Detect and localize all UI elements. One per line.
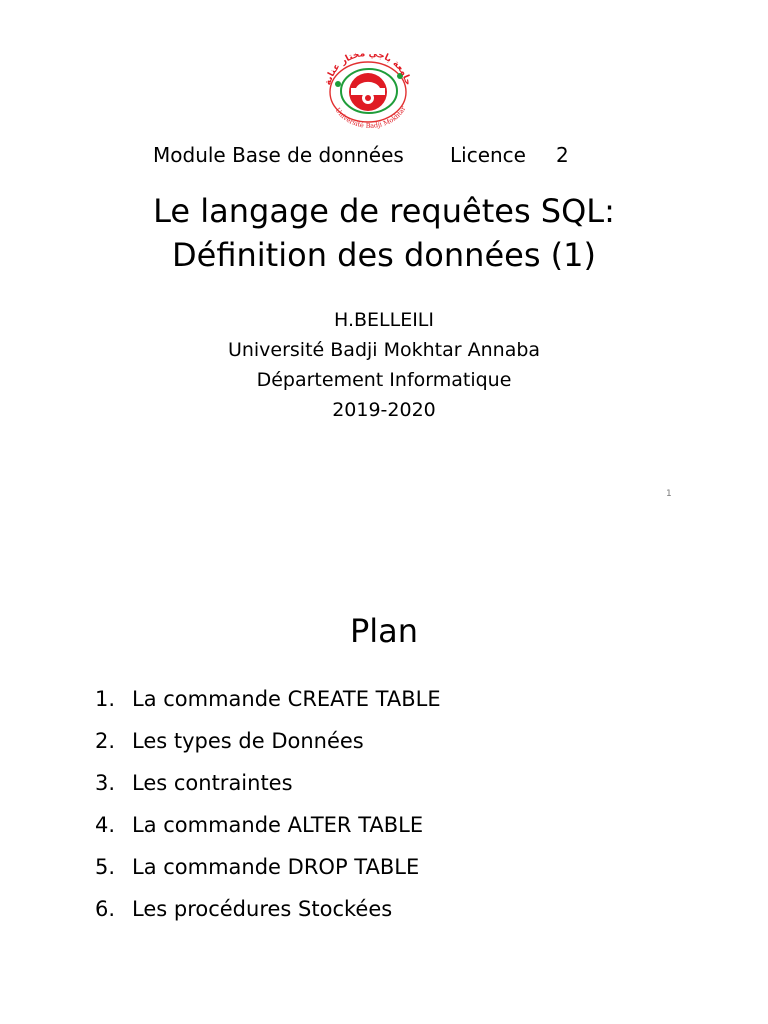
list-item-label: La commande ALTER TABLE bbox=[132, 813, 424, 837]
academic-year: 2019-2020 bbox=[332, 399, 436, 421]
title-line-2: Définition des données (1) bbox=[172, 236, 596, 274]
author-university: Université Badji Mokhtar Annaba bbox=[227, 339, 541, 361]
list-item bbox=[95, 687, 441, 729]
page-number: 1 bbox=[666, 489, 672, 499]
list-item-label: Les contraintes bbox=[132, 771, 293, 795]
author-block bbox=[0, 305, 768, 425]
licence-level: 2 bbox=[556, 143, 569, 167]
slide-plan bbox=[0, 580, 768, 1024]
plan-list bbox=[95, 687, 441, 939]
list-item bbox=[95, 813, 441, 855]
list-item-number: 2. bbox=[95, 729, 116, 753]
list-item-number: 4. bbox=[95, 813, 116, 837]
list-item-number: 5. bbox=[95, 855, 116, 879]
licence-label: Licence bbox=[450, 143, 526, 167]
list-item bbox=[95, 771, 441, 813]
list-item-label: La commande CREATE TABLE bbox=[132, 687, 441, 711]
list-item-label: Les types de Données bbox=[132, 729, 364, 753]
list-item bbox=[95, 855, 441, 897]
slide-main-title bbox=[0, 189, 768, 277]
list-item bbox=[95, 897, 441, 939]
logo-arabic-text: جامعة باجي مختار عنابة bbox=[323, 48, 413, 87]
list-item bbox=[95, 729, 441, 771]
list-item-label: Les procédures Stockées bbox=[132, 897, 393, 921]
title-line-1: Le langage de requêtes SQL: bbox=[153, 192, 615, 230]
list-item-number: 6. bbox=[95, 897, 116, 921]
author-name: H.BELLEILI bbox=[333, 309, 434, 331]
author-department: Département Informatique bbox=[256, 369, 512, 391]
slide-title bbox=[0, 0, 768, 510]
list-item-number: 3. bbox=[95, 771, 116, 795]
plan-title: Plan bbox=[349, 612, 419, 650]
logo-latin-text: Université Badji Mokhtar bbox=[333, 105, 408, 130]
module-name: Module Base de données bbox=[153, 143, 404, 167]
list-item-number: 1. bbox=[95, 687, 116, 711]
university-logo bbox=[316, 46, 420, 132]
list-item-label: La commande DROP TABLE bbox=[132, 855, 420, 879]
university-logo-icon bbox=[316, 46, 420, 132]
